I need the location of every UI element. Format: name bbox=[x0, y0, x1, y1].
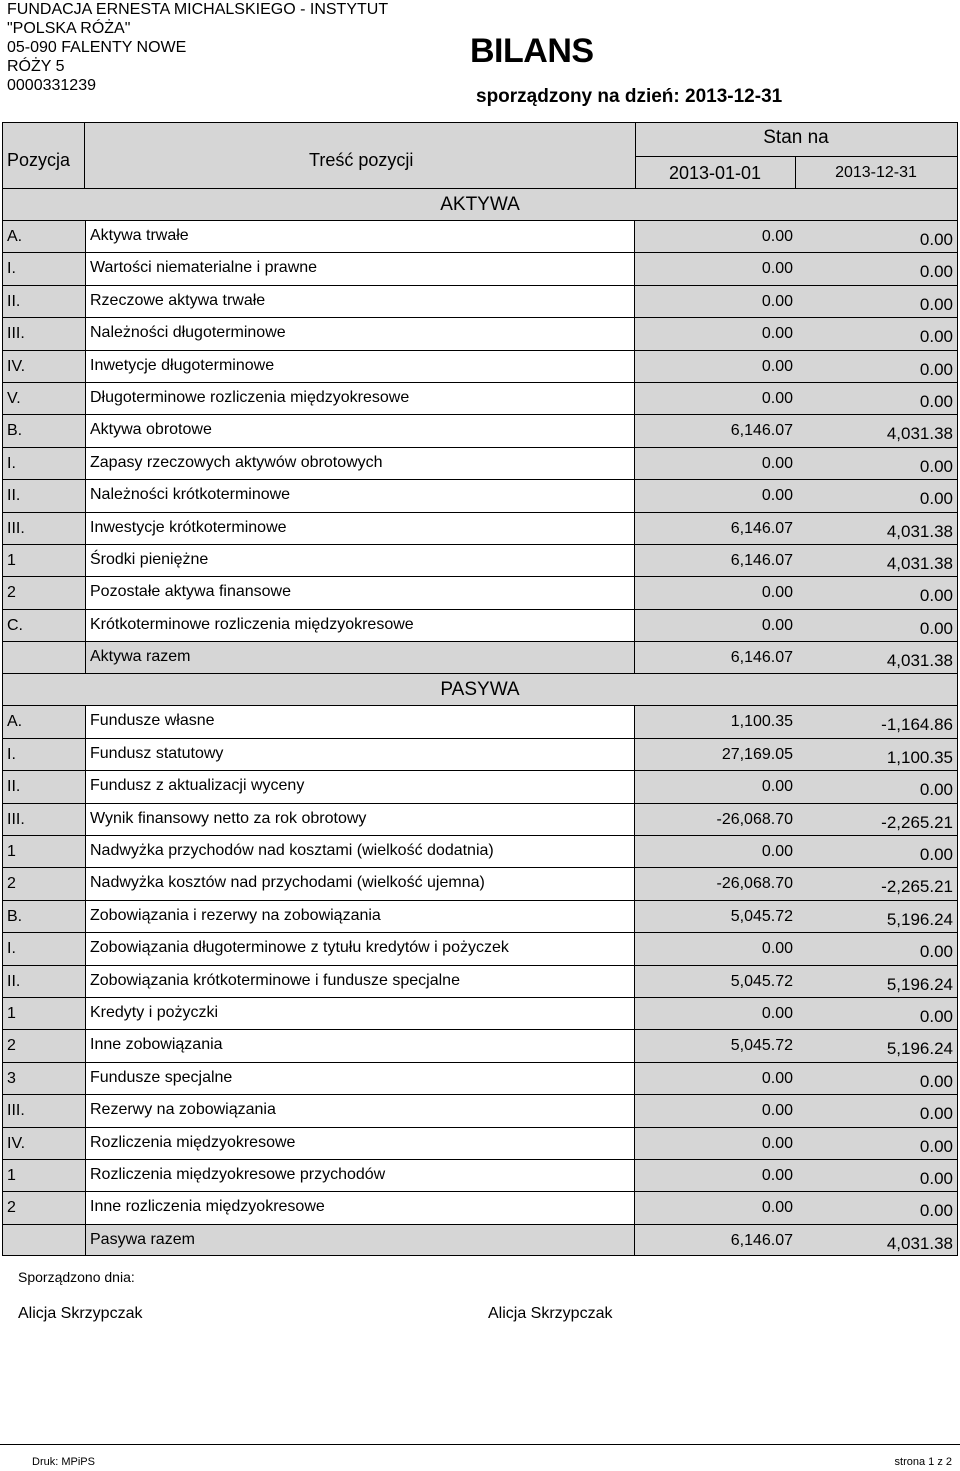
row-position: 1 bbox=[7, 1166, 16, 1184]
row-position: I. bbox=[7, 260, 16, 278]
row-description: Zobowiązania długoterminowe z tytułu kredytów i pożyczek bbox=[90, 939, 509, 957]
value-end: 0.00 bbox=[919, 262, 953, 282]
header-tresc: Treść pozycji bbox=[309, 150, 414, 170]
section-title-aktywa: AKTYWA bbox=[2, 188, 958, 220]
table-row bbox=[2, 576, 958, 608]
value-start: 0.00 bbox=[761, 260, 793, 278]
value-end: 0.00 bbox=[919, 845, 953, 865]
value-start: 0.00 bbox=[761, 389, 793, 407]
value-end: 4,031.38 bbox=[886, 553, 953, 573]
value-end: 0.00 bbox=[919, 1006, 953, 1026]
value-end: 0.00 bbox=[919, 359, 953, 379]
row-position: III. bbox=[7, 810, 25, 828]
value-end: 4,031.38 bbox=[886, 424, 953, 444]
header-date-start: 2013-01-01 bbox=[668, 163, 762, 183]
table-row bbox=[2, 1159, 958, 1191]
table-row bbox=[2, 512, 958, 544]
row-description-cell bbox=[85, 706, 635, 737]
row-description-cell bbox=[85, 318, 635, 349]
value-start: 5,045.72 bbox=[730, 907, 793, 925]
value-start: 0.00 bbox=[761, 778, 793, 796]
row-description: Pasywa razem bbox=[90, 1230, 195, 1248]
row-position: 3 bbox=[7, 1069, 16, 1087]
value-start: 0.00 bbox=[761, 325, 793, 343]
row-description-cell bbox=[85, 480, 635, 511]
row-description-cell bbox=[85, 513, 635, 544]
table-row bbox=[2, 1127, 958, 1159]
row-description-cell bbox=[85, 901, 635, 932]
table-row bbox=[2, 1062, 958, 1094]
document-subtitle: sporządzony na dzień: 2013-12-31 bbox=[476, 86, 783, 107]
row-description-cell bbox=[85, 836, 635, 867]
row-description: Kredyty i pożyczki bbox=[90, 1003, 219, 1021]
row-position: 1 bbox=[7, 551, 16, 569]
value-start: 0.00 bbox=[761, 1004, 793, 1022]
row-description-cell bbox=[85, 739, 635, 770]
row-description-cell bbox=[85, 933, 635, 964]
value-end: 0.00 bbox=[919, 230, 953, 249]
row-position: A. bbox=[7, 228, 23, 245]
row-description-cell bbox=[85, 642, 635, 673]
row-position: 2 bbox=[7, 875, 16, 893]
row-position: 1 bbox=[7, 843, 16, 861]
row-position: IV. bbox=[7, 357, 26, 375]
value-end: -1,164.86 bbox=[881, 715, 953, 735]
row-position: I. bbox=[7, 454, 16, 472]
row-description: Pozostałe aktywa finansowe bbox=[90, 583, 291, 601]
value-start: 1,100.35 bbox=[730, 713, 793, 731]
row-description: Inwestycje krótkoterminowe bbox=[90, 518, 287, 536]
row-position: II. bbox=[7, 972, 21, 990]
table-row bbox=[2, 285, 958, 317]
org-name-line2: "POLSKA RÓŻA" bbox=[7, 20, 131, 37]
row-position: II. bbox=[7, 292, 21, 310]
row-position: IV. bbox=[7, 1134, 26, 1152]
row-description-cell bbox=[85, 351, 635, 382]
row-description-cell bbox=[85, 1030, 635, 1061]
table-row bbox=[2, 220, 958, 252]
footer-divider bbox=[0, 1444, 960, 1445]
value-end: 4,031.38 bbox=[886, 521, 953, 541]
row-position: 2 bbox=[7, 1037, 16, 1055]
table-row bbox=[2, 932, 958, 964]
row-description-cell bbox=[85, 771, 635, 802]
value-end: 1,100.35 bbox=[886, 747, 953, 767]
value-start: 0.00 bbox=[761, 584, 793, 602]
row-description: Inne rozliczenia międzyokresowe bbox=[90, 1198, 325, 1216]
signer-name: Alicja Skrzypczak bbox=[488, 1305, 613, 1322]
row-description: Wartości niematerialne i prawne bbox=[90, 259, 318, 277]
prepared-date-label: Sporządzono dnia: bbox=[18, 1269, 135, 1285]
value-start: 5,045.72 bbox=[730, 1037, 793, 1055]
table-row bbox=[2, 997, 958, 1029]
header-date-end: 2013-12-31 bbox=[835, 164, 917, 181]
value-start: 0.00 bbox=[761, 1166, 793, 1184]
header-stan-na: Stan na bbox=[763, 127, 829, 148]
table-row bbox=[2, 770, 958, 802]
row-description: Zapasy rzeczowych aktywów obrotowych bbox=[90, 453, 383, 471]
row-description: Wynik finansowy netto za rok obrotowy bbox=[90, 809, 367, 827]
table-row bbox=[2, 1094, 958, 1126]
table-row bbox=[2, 835, 958, 867]
row-description-cell bbox=[85, 286, 635, 317]
table-row bbox=[2, 867, 958, 899]
row-position: III. bbox=[7, 1102, 25, 1120]
pasywa-rows bbox=[2, 705, 958, 1256]
row-description: Rezerwy na zobowiązania bbox=[90, 1101, 276, 1119]
header-divider bbox=[635, 156, 957, 157]
value-start: 6,146.07 bbox=[730, 519, 793, 537]
value-start: 0.00 bbox=[761, 843, 793, 861]
table-row bbox=[2, 705, 958, 737]
row-description-cell bbox=[85, 253, 635, 284]
row-description-cell bbox=[85, 1063, 635, 1094]
row-position: A. bbox=[7, 713, 23, 731]
row-description: Inne zobowiązania bbox=[90, 1036, 223, 1054]
value-start: -26,068.70 bbox=[716, 875, 793, 893]
value-end: 0.00 bbox=[919, 1104, 953, 1124]
row-description: Zobowiązania krótkoterminowe i fundusze specjalne bbox=[90, 971, 460, 989]
value-end: 0.00 bbox=[919, 327, 953, 347]
value-end: -2,265.21 bbox=[881, 877, 953, 897]
value-end: 0.00 bbox=[919, 391, 953, 411]
row-position: III. bbox=[7, 325, 25, 343]
value-end: 0.00 bbox=[919, 1071, 953, 1091]
row-description: Fundusze specjalne bbox=[90, 1068, 233, 1086]
row-position: V. bbox=[7, 389, 21, 407]
row-description-cell bbox=[85, 1128, 635, 1159]
table-row bbox=[2, 1029, 958, 1061]
value-start: 6,146.07 bbox=[730, 422, 793, 440]
value-end: 0.00 bbox=[919, 780, 953, 800]
row-description: Krótkoterminowe rozliczenia międzyokresowe bbox=[90, 615, 414, 633]
row-position: 2 bbox=[7, 1199, 16, 1217]
table-row bbox=[2, 382, 958, 414]
value-start: 6,146.07 bbox=[730, 551, 793, 569]
table-row bbox=[2, 1191, 958, 1223]
row-description: Aktywa trwałe bbox=[90, 227, 189, 244]
value-start: 27,169.05 bbox=[721, 745, 793, 763]
value-end: 5,196.24 bbox=[886, 909, 953, 929]
value-start: -26,068.70 bbox=[716, 810, 793, 828]
table-row bbox=[2, 609, 958, 641]
row-description-cell bbox=[85, 577, 635, 608]
row-description-cell bbox=[85, 221, 635, 252]
value-end: 0.00 bbox=[919, 1136, 953, 1156]
value-start: 6,146.07 bbox=[730, 1231, 793, 1249]
value-start: 6,146.07 bbox=[730, 649, 793, 667]
balance-sheet-table bbox=[2, 122, 958, 1256]
row-description: Fundusz z aktualizacji wyceny bbox=[90, 777, 305, 795]
row-description: Należności krótkoterminowe bbox=[90, 486, 291, 504]
table-row bbox=[2, 900, 958, 932]
row-position: B. bbox=[7, 422, 23, 440]
value-end: 0.00 bbox=[919, 586, 953, 606]
row-description-cell bbox=[85, 998, 635, 1029]
header-divider bbox=[84, 123, 85, 188]
row-description: Środki pieniężne bbox=[90, 550, 209, 568]
total-row bbox=[2, 1224, 958, 1256]
row-position: B. bbox=[7, 907, 23, 925]
org-name-line1: FUNDACJA ERNESTA MICHALSKIEGO - INSTYTUT bbox=[7, 1, 389, 18]
org-krs-number: 0000331239 bbox=[7, 77, 96, 94]
row-description: Fundusze własne bbox=[90, 712, 215, 730]
value-end: 0.00 bbox=[919, 456, 953, 476]
value-start: 0.00 bbox=[761, 1069, 793, 1087]
header-pozycja: Pozycja bbox=[7, 150, 71, 170]
row-position: I. bbox=[7, 940, 16, 958]
row-position: II. bbox=[7, 487, 21, 505]
value-start: 0.00 bbox=[761, 292, 793, 310]
row-position: 2 bbox=[7, 584, 16, 602]
value-end: 0.00 bbox=[919, 1201, 953, 1221]
table-row bbox=[2, 447, 958, 479]
value-end: 0.00 bbox=[919, 294, 953, 314]
org-address-line2: RÓŻY 5 bbox=[7, 58, 65, 75]
row-position: C. bbox=[7, 616, 23, 634]
document-title: BILANS bbox=[470, 32, 594, 70]
row-description-cell bbox=[85, 448, 635, 479]
table-row bbox=[2, 965, 958, 997]
row-description-cell bbox=[85, 610, 635, 641]
signer-name: Alicja Skrzypczak bbox=[18, 1305, 143, 1322]
row-description-cell bbox=[85, 804, 635, 835]
row-description: Aktywa razem bbox=[90, 648, 191, 666]
value-end: 0.00 bbox=[919, 942, 953, 962]
row-description: Zobowiązania i rezerwy na zobowiązania bbox=[90, 906, 381, 924]
value-end: 0.00 bbox=[919, 489, 953, 509]
value-start: 0.00 bbox=[761, 1102, 793, 1120]
value-end: 5,196.24 bbox=[886, 1039, 953, 1059]
value-end: 4,031.38 bbox=[886, 1233, 953, 1253]
value-end: 0.00 bbox=[919, 618, 953, 638]
table-row bbox=[2, 350, 958, 382]
table-header bbox=[2, 122, 958, 188]
value-start: 0.00 bbox=[761, 616, 793, 634]
row-description-cell bbox=[85, 1192, 635, 1223]
row-description-cell bbox=[85, 415, 635, 446]
table-row bbox=[2, 317, 958, 349]
row-position: I. bbox=[7, 745, 16, 763]
row-description-cell bbox=[85, 383, 635, 414]
table-row bbox=[2, 479, 958, 511]
row-description: Aktywa obrotowe bbox=[90, 421, 212, 439]
row-description-cell bbox=[85, 1225, 635, 1255]
row-description: Rozliczenia międzyokresowe przychodów bbox=[90, 1165, 386, 1183]
row-description: Nadwyżka przychodów nad kosztami (wielkość dodatnia) bbox=[90, 842, 494, 860]
row-description-cell bbox=[85, 545, 635, 576]
value-end: 0.00 bbox=[919, 1168, 953, 1188]
value-start: 0.00 bbox=[761, 940, 793, 958]
organization-header bbox=[7, 0, 388, 95]
value-start: 0.00 bbox=[761, 357, 793, 375]
row-description-cell bbox=[85, 1160, 635, 1191]
row-description: Inwetycje długoterminowe bbox=[90, 356, 275, 374]
print-source: Druk: MPiPS bbox=[32, 1456, 95, 1468]
value-start: 0.00 bbox=[761, 487, 793, 505]
row-description-cell bbox=[85, 1095, 635, 1126]
table-row bbox=[2, 414, 958, 446]
value-start: 0.00 bbox=[761, 1134, 793, 1152]
aktywa-rows bbox=[2, 220, 958, 673]
table-row bbox=[2, 544, 958, 576]
row-position: 1 bbox=[7, 1004, 16, 1022]
value-start: 5,045.72 bbox=[730, 972, 793, 990]
total-row bbox=[2, 641, 958, 673]
row-description: Należności długoterminowe bbox=[90, 324, 286, 342]
row-position: II. bbox=[7, 778, 21, 796]
org-address-line1: 05-090 FALENTY NOWE bbox=[7, 39, 187, 56]
value-end: -2,265.21 bbox=[881, 812, 953, 832]
table-row bbox=[2, 252, 958, 284]
table-row bbox=[2, 803, 958, 835]
row-description: Fundusz statutowy bbox=[90, 744, 224, 762]
row-position: III. bbox=[7, 519, 25, 537]
row-description: Rzeczowe aktywa trwałe bbox=[90, 291, 266, 309]
section-title-pasywa: PASYWA bbox=[2, 673, 958, 705]
row-description-cell bbox=[85, 966, 635, 997]
table-row bbox=[2, 738, 958, 770]
value-end: 5,196.24 bbox=[886, 974, 953, 994]
page-number: strona 1 z 2 bbox=[894, 1456, 952, 1468]
value-start: 0.00 bbox=[761, 454, 793, 472]
value-end: 4,031.38 bbox=[886, 651, 953, 671]
row-description: Rozliczenia międzyokresowe bbox=[90, 1133, 296, 1151]
row-description: Długoterminowe rozliczenia międzyokresowe bbox=[90, 388, 410, 406]
value-start: 0.00 bbox=[761, 1199, 793, 1217]
row-description-cell bbox=[85, 868, 635, 899]
value-start: 0.00 bbox=[761, 228, 793, 245]
row-description: Nadwyżka kosztów nad przychodami (wielkość ujemna) bbox=[90, 874, 485, 892]
